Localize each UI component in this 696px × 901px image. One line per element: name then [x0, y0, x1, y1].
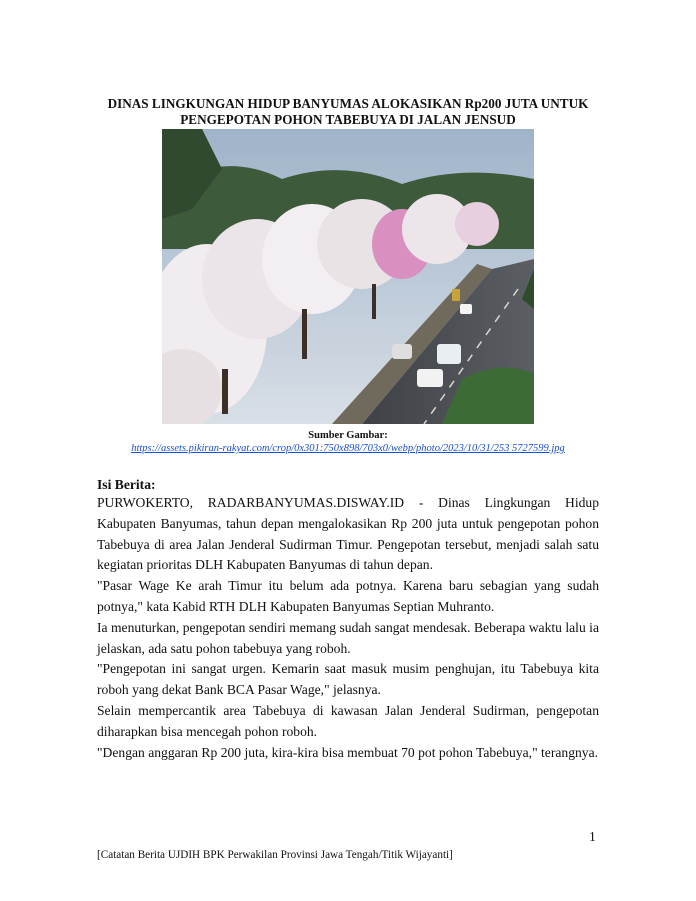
image-source-link[interactable]: https://assets.pikiran-rakyat.com/crop/0x301:750x898/703x0/webp/photo/2023/10/31/253 5727599.jpg: [131, 443, 565, 454]
paragraph: "Dengan anggaran Rp 200 juta, kira-kira bisa membuat 70 pot pohon Tabebuya," terangnya.: [97, 744, 599, 760]
paragraph: "Pasar Wage Ke arah Timur itu belum ada potnya. Karena baru sebagian yang sudah potnya," kata Kabid RTH DLH Kabupaten Banyumas Septian Muhranto.: [97, 578, 599, 614]
image-caption: [70, 429, 626, 455]
paragraph: "Pengepotan ini sangat urgen. Kemarin saat masuk musim penghujan, itu Tabebuya kita roboh yang dekat Bank BCA Pasar Wage," jelasnya.: [97, 661, 599, 698]
caption-label: Sumber Gambar:: [308, 430, 388, 441]
paragraph: PURWOKERTO, RADARBANYUMAS.DISWAY.ID - Dinas Lingkungan Hidup Kabupaten Banyumas, tahun depan mengalokasikan Rp 200 juta untuk pengepotan pohon Tabebuya di area Jalan Jenderal Sudirman Timur. Pengepotan tersebut, menjadi salah satu kegiatan prioritas DLH Kabupaten Banyumas di tahun depan.: [97, 495, 599, 573]
headline-line-1: DINAS LINGKUNGAN HIDUP BANYUMAS ALOKASIKAN Rp200 JUTA UNTUK: [107, 96, 589, 111]
section-heading: Isi Berita:: [97, 477, 156, 492]
paragraph: Ia menuturkan, pengepotan sendiri memang sudah sangat mendesak. Beberapa waktu lalu ia jelaskan, ada satu pohon tabebuya yang roboh.: [97, 619, 599, 656]
article-headline: [70, 96, 626, 128]
headline-line-2: PENGEPOTAN POHON TABEBUYA DI JALAN JENSUD: [180, 112, 516, 127]
paragraph: Selain mempercantik area Tabebuya di kawasan Jalan Jenderal Sudirman, pengepotan diharapkan bisa mencegah pohon roboh.: [97, 702, 599, 739]
article-body: [97, 493, 599, 763]
page-number: 1: [589, 829, 596, 844]
tabebuya-street-photo: [162, 129, 534, 424]
footer-note: [Catatan Berita UJDIH BPK Perwakilan Provinsi Jawa Tengah/Titik Wijayanti]: [97, 849, 453, 861]
